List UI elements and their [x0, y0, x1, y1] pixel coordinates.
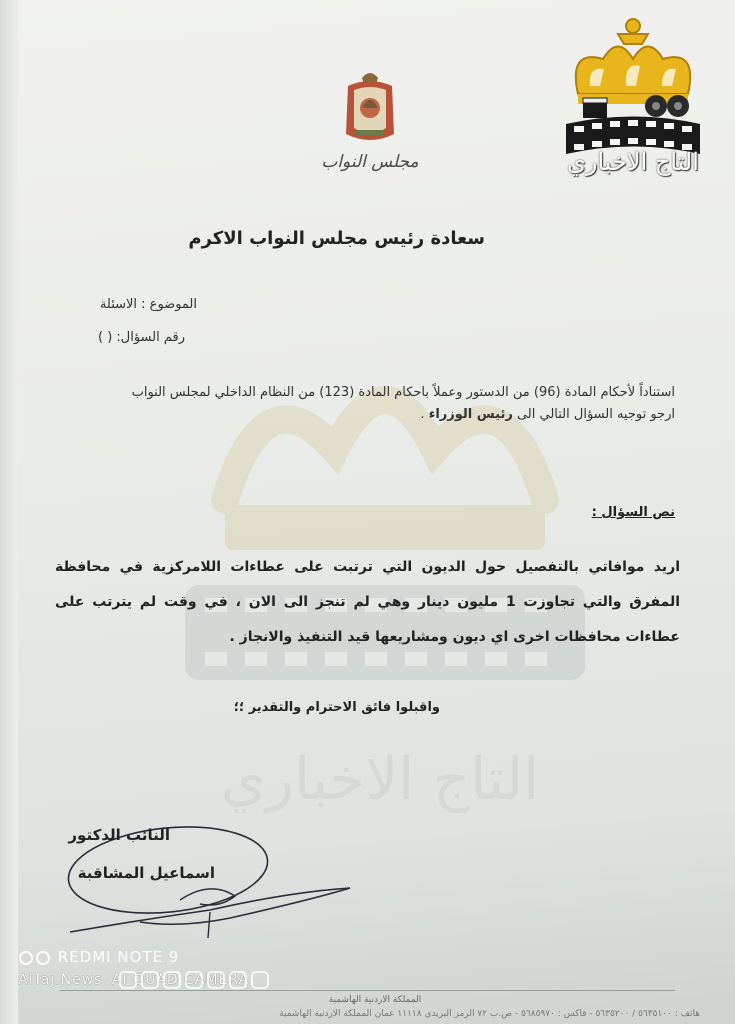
intro-line-1: استناداً لأحكام المادة (96) من الدستور وعملاً باحكام المادة (123) من النظام الداخلي لمجلس النواب [131, 385, 675, 400]
source-handle: AlTaj.News [18, 972, 103, 988]
social-icons [118, 969, 278, 991]
camera-watermark [18, 948, 179, 966]
device-name: REDMI NOTE 9 [57, 948, 180, 966]
question-text: اريد موافاتي بالتفصيل حول الديون التي ترتبت على عطاءات اللامركزية في محافظة المفرق والتي تجاوزت 1 مليون دينار وهي لم تنجز الى الان ، في وقت لم يترتب على عطاءات محافظات اخرى اي ديون ومشاريعها قيد التنفيذ والانجاز . [55, 559, 681, 645]
intro-line-2 [75, 404, 675, 426]
logo-text: التاج الاخباري [567, 148, 699, 176]
footer-title: المملكة الاردنية الهاشمية [328, 995, 422, 1005]
coat-of-arms-icon [340, 68, 400, 146]
footer-divider [60, 990, 675, 991]
signature-name: اسماعيل المشاقبة [77, 864, 215, 882]
intro-paragraph [75, 382, 675, 426]
footer-contact-info: هاتف : ٥٦٣٥١٠٠ / ٥٦٣٥٢٠٠ - فاكس : ٥٦٨٥٩٧٠ - ص.ب ٧٢ الرمز البريدي ١١١١٨ عمان المملكة الاردنية الهاشمية [279, 1009, 700, 1019]
intro-line-2-end: . [420, 407, 429, 422]
question-number: رقم السؤال: ( ) [97, 330, 185, 345]
camera-dots-icon [18, 950, 52, 966]
paper-edge [0, 0, 18, 1024]
parliament-name: مجلس النواب [321, 152, 419, 172]
recipient-pm: رئيس الوزراء [428, 407, 513, 422]
camera-brand: AI QUAD CAMERA [111, 972, 250, 988]
closing-line: واقبلوا فائق الاحترام والتقدير ؛؛ [233, 700, 440, 715]
intro-line-2-start: ارجو توجيه السؤال التالي الى [512, 407, 675, 422]
signature-title: النائب الدكتور [68, 826, 170, 844]
question-label: نص السؤال : [591, 505, 675, 520]
subject-line: الموضوع : الاسئلة [99, 297, 197, 312]
watermark-text: التاج الاخباري [220, 745, 540, 813]
addressee: سعادة رئيس مجلس النواب الاكرم [188, 228, 485, 249]
